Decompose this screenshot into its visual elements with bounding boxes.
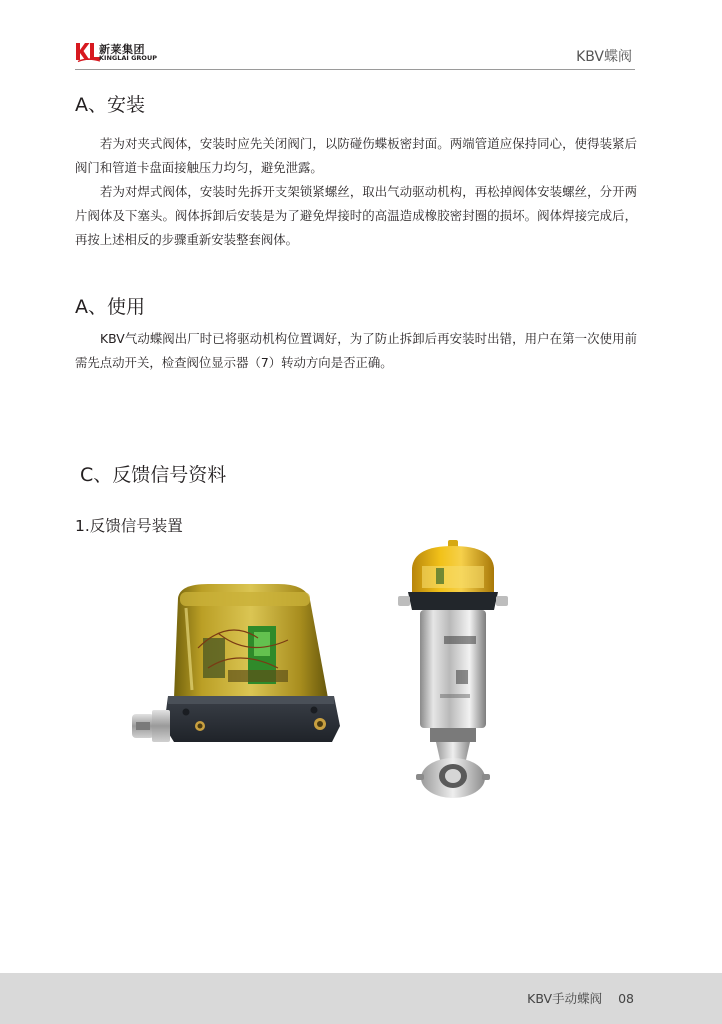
page-header bbox=[0, 0, 722, 72]
company-logo bbox=[75, 40, 170, 66]
pneumatic-butterfly-valve-photo-icon bbox=[396, 538, 512, 806]
usage-body bbox=[75, 327, 637, 375]
install-paragraph-1: 若为对夹式阀体，安装时应先关闭阀门，以防碰伤蝶板密封面。两端管道应保持同心，使得装紧后阀门和管道卡盘面接触压力均匀，避免泄露。 bbox=[75, 136, 637, 175]
kl-logo-mark-icon bbox=[75, 40, 101, 64]
footer-text bbox=[527, 989, 634, 1007]
logo-chinese-name: 新莱集团 bbox=[99, 43, 145, 56]
section-heading-usage: A、使用 bbox=[75, 296, 145, 318]
usage-paragraph-1: KBV气动蝶阀出厂时已将驱动机构位置调好，为了防止拆卸后再安装时出错，用户在第一次使用前需先点动开关，检查阀位显示器（7）转动方向是否正确。 bbox=[75, 331, 637, 370]
header-title: KBV蝶阀 bbox=[576, 49, 632, 65]
install-paragraph-2: 若为对焊式阀体，安装时先拆开支架锁紧螺丝，取出气动驱动机构，再松掉阀体安装螺丝，分开两片阀体及下塞头。阀体拆卸后安装是为了避免焊接时的高温造成橡胶密封圈的损坏。阀体焊接完成后，再按上述相反的步骤重新安装整套阀体。 bbox=[75, 184, 637, 247]
feedback-signal-device-photo-icon bbox=[128, 578, 350, 756]
subheading-feedback-device: 1.反馈信号装置 bbox=[75, 517, 183, 535]
section-heading-install: A、安装 bbox=[75, 94, 145, 116]
page-number: 08 bbox=[618, 991, 634, 1006]
logo-english-name: KINGLAI GROUP bbox=[99, 54, 157, 62]
header-divider bbox=[75, 69, 635, 70]
install-body bbox=[75, 132, 637, 252]
footer-title: KBV手动蝶阀 bbox=[527, 991, 603, 1006]
page-footer bbox=[0, 973, 722, 1024]
section-heading-feedback: C、反馈信号资料 bbox=[80, 464, 227, 486]
